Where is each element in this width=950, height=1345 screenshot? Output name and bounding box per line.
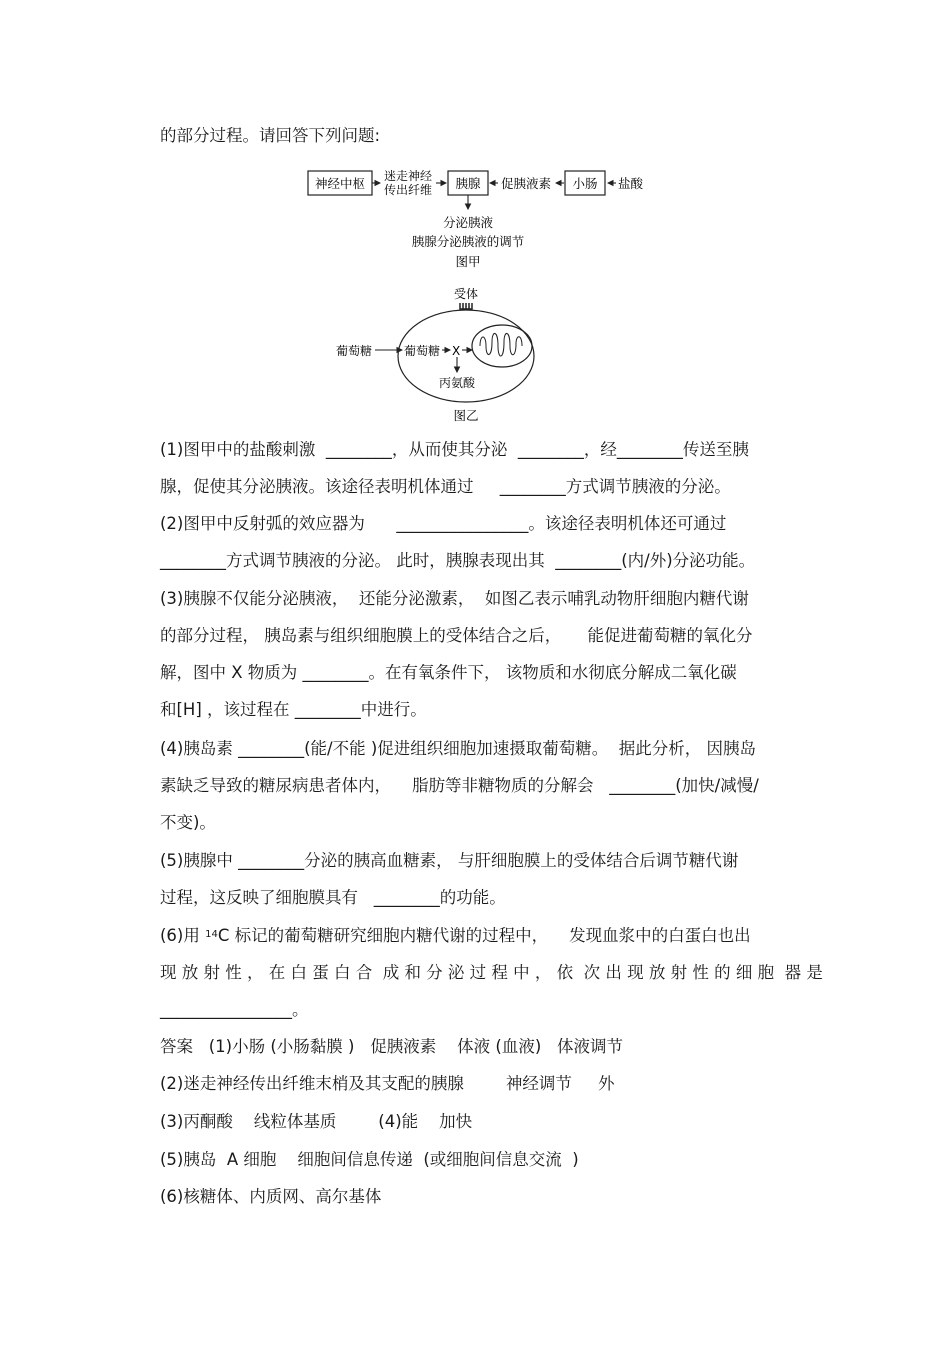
question-line: (4)胰岛素 ________(能/不能 )促进组织细胞加速摄取葡萄糖。 据此分析， 因胰岛 [160,739,757,758]
diagram-a-label: 图甲 [455,254,481,269]
question-line: 解，图中 X 物质为 ________。在有氧条件下， 该物质和水彻底分解成二氧化碳 [160,663,737,682]
receptor-label: 受体 [453,287,479,301]
nerve-label-2: 传出纤维 [383,183,433,197]
nerve-label-1: 迷走神经 [383,169,433,183]
hormone-label: 促胰液素 [500,176,552,191]
question-line-6 [160,925,751,950]
box-pancreas-label: 胰腺 [455,176,481,191]
question-line: ________________。 [160,1000,309,1019]
question-line: ________方式调节胰液的分泌。 此时，胰腺表现出其 ________(内/外)分泌功能。 [160,551,756,570]
intro-text: 的部分过程。请回答下列问题: [160,126,381,145]
glucose-inside-label: 葡萄糖 [404,344,441,358]
acid-label: 盐酸 [618,176,644,191]
diagram-b [330,282,560,427]
diagram-b-label: 图乙 [453,408,479,423]
question-line: 现 放 射 性 ， 在 白 蛋 白 合 成 和 分 泌 过 程 中 ， 依 次 出 现 放 射 性 的 细 胞 器 是 [160,963,823,982]
answer-line: (6)核糖体、内质网、高尔基体 [160,1187,382,1206]
answer-line: 答案 (1)小肠 (小肠黏膜 ) 促胰液素 体液 (血液) 体液调节 [160,1037,624,1056]
diagram-a [300,165,650,275]
question-line: 的部分过程， 胰岛素与组织细胞膜上的受体结合之后， 能促进葡萄糖的氧化分 [160,626,753,645]
glucose-outside-label: 葡萄糖 [336,344,373,358]
receptor-icon [460,303,472,309]
secrete-label: 分泌胰液 [442,215,494,230]
answer-line: (5)胰岛 A 细胞 细胞间信息传递 (或细胞间信息交流 ) [160,1150,579,1169]
question-line: 过程，这反映了细胞膜具有 ________的功能。 [160,888,506,907]
x-label: X [452,344,461,358]
question-6-prefix: (6)用 [160,926,206,945]
question-line: (2)图甲中反射弧的效应器为 ________________。该途径表明机体还可通过 [160,514,727,533]
answer-line: (2)迷走神经传出纤维末梢及其支配的胰腺 神经调节 外 [160,1074,615,1093]
question-6-rest: C 标记的葡萄糖研究细胞内糖代谢的过程中， 发现血浆中的白蛋白也出 [217,926,751,945]
box-nerve-center-label: 神经中枢 [314,176,366,191]
question-line: 素缺乏导致的糖尿病患者体内， 脂肪等非糖物质的分解会 ________(加快/减慢/ [160,776,759,795]
question-line: 不变)。 [160,813,216,832]
question-line: 腺，促使其分泌胰液。该途径表明机体通过 ________方式调节胰液的分泌。 [160,477,731,496]
box-intestine-label: 小肠 [572,176,598,191]
question-line: (3)胰腺不仅能分泌胰液， 还能分泌激素， 如图乙表示哺乳动物肝细胞内糖代谢 [160,589,749,608]
alanine-label: 丙氨酸 [438,376,476,390]
question-line: (5)胰腺中 ________分泌的胰高血糖素， 与肝细胞膜上的受体结合后调节糖代谢 [160,851,739,870]
mitochondrion-cristae [480,333,522,356]
diagram-a-caption: 胰腺分泌胰液的调节 [411,234,525,249]
isotope-superscript: 14 [205,929,218,940]
answer-line: (3)丙酮酸 线粒体基质 (4)能 加快 [160,1112,473,1131]
mitochondrion-icon [472,325,532,367]
question-line: (1)图甲中的盐酸刺激 ________，从而使其分泌 ________，经________传送至胰 [160,440,749,459]
question-line: 和[H] ，该过程在 ________中进行。 [160,700,427,719]
